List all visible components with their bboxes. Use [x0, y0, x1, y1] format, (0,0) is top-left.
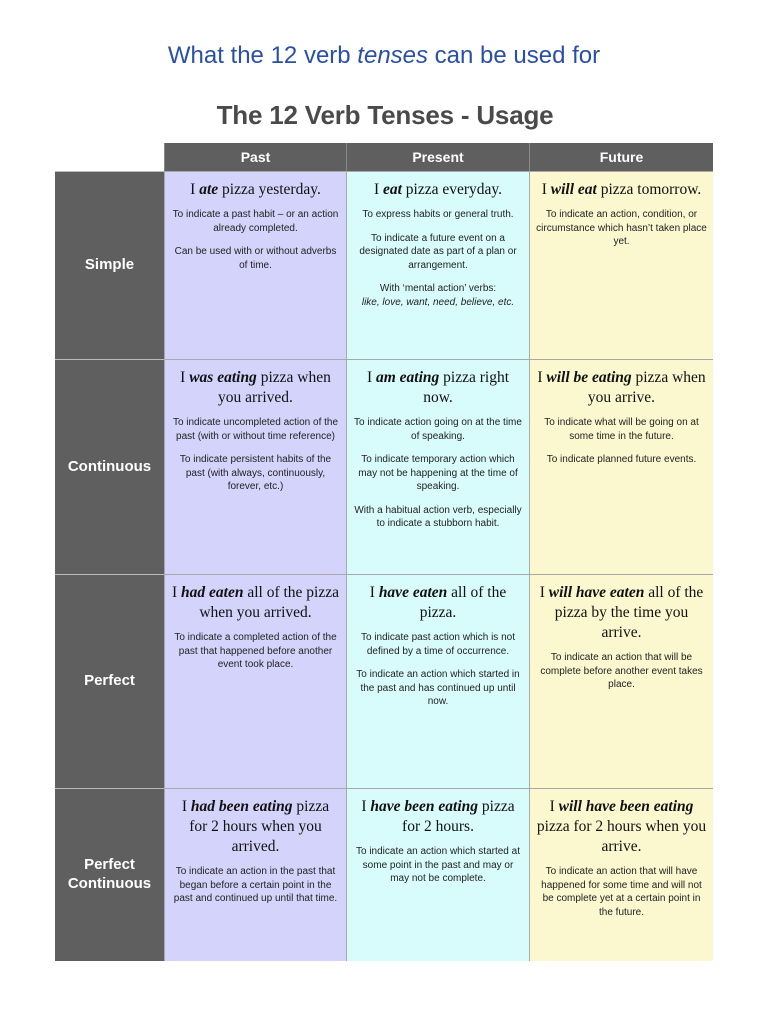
example-verb: had been eating [190, 798, 293, 815]
page-title [0, 42, 768, 70]
cell-continuous-future [529, 359, 713, 574]
usage-note: To indicate an action that will have happened for some time and will not be complete yet at a certain point in the future. [541, 866, 702, 918]
cell-perfect-future [529, 574, 713, 788]
example-subject: I [373, 181, 383, 198]
page-title-end: can be used for [428, 42, 601, 69]
example-sentence [353, 583, 523, 623]
example-subject: I [549, 798, 559, 815]
example-sentence [536, 583, 707, 643]
usage-note: With ‘mental action’ verbs: [379, 283, 497, 294]
tenses-table [55, 143, 713, 961]
example-verb: am eating [376, 369, 440, 386]
usage-note: Can be used with or without adverbs of time. [174, 246, 337, 271]
example-rest: pizza tomorrow. [596, 181, 702, 198]
example-subject: I [361, 798, 371, 815]
usage-note: With a habitual action verb, especially to indicate a stubborn habit. [354, 504, 522, 529]
example-rest: pizza everyday. [401, 181, 503, 198]
row-label-continuous: Continuous [55, 359, 164, 574]
example-subject: I [190, 181, 200, 198]
example-subject: I [366, 369, 376, 386]
header-corner [55, 143, 164, 171]
example-verb: have eaten [378, 584, 448, 601]
cell-simple-future [529, 171, 713, 359]
usage-note: To indicate action going on at the time of speaking. [354, 417, 522, 442]
example-rest: pizza for 2 hours when you arrived. [189, 798, 330, 855]
example-verb: will have been eating [558, 798, 694, 815]
example-subject: I [541, 181, 551, 198]
example-rest: pizza for 2 hours when you arrive. [536, 818, 707, 855]
example-rest: pizza when you arrive. [587, 369, 706, 406]
usage-note: To indicate a past habit – or an action already completed. [172, 209, 339, 234]
example-verb: eat [382, 181, 402, 198]
usage-note: To indicate uncompleted action of the past (with or without time reference) [172, 417, 339, 442]
usage-note: To indicate an action in the past that began before a certain point in the past and continued up until that time. [173, 866, 338, 904]
usage-note: To indicate an action which started in the past and has continued up until now. [356, 669, 520, 707]
usage-note: To indicate past action which is not defined by a time of occurrence. [361, 632, 515, 657]
example-subject: I [171, 584, 182, 601]
usage-note: To indicate temporary action which may not be happening at the time of speaking. [358, 454, 518, 492]
cell-perfect-past [164, 574, 346, 788]
example-rest: pizza for 2 hours. [402, 798, 515, 835]
page-title-start: What the 12 verb [167, 42, 358, 69]
usage-note: To indicate a completed action of the past that happened before another event took place. [174, 632, 337, 670]
usage-note: To indicate an action which started at some point in the past and may or may not be complete. [356, 846, 520, 884]
usage-note: like, love, want, need, believe, etc. [361, 296, 515, 308]
example-sentence [353, 368, 523, 408]
example-rest: all of the pizza when you arrived. [199, 584, 340, 621]
example-verb: will have eaten [548, 584, 645, 601]
table-title: The 12 Verb Tenses - Usage [216, 100, 554, 130]
usage-note: To indicate planned future events. [546, 454, 697, 465]
example-verb: will eat [550, 181, 597, 198]
example-sentence [171, 797, 340, 857]
example-verb: had eaten [181, 584, 244, 601]
example-rest: all of the pizza by the time you arrive. [554, 584, 704, 641]
cell-simple-present [346, 171, 529, 359]
example-sentence [536, 797, 707, 857]
usage-note: To indicate an action, condition, or circumstance which hasn’t taken place yet. [536, 209, 707, 247]
usage-note: To express habits or general truth. [362, 209, 514, 220]
usage-note: To indicate a future event on a designated date as part of a plan or arrangement. [359, 232, 517, 271]
example-subject: I [181, 798, 191, 815]
example-verb: will be eating [546, 369, 632, 386]
example-sentence [353, 797, 523, 837]
row-label-simple: Simple [55, 171, 164, 359]
example-rest: all of the pizza. [419, 584, 507, 621]
example-sentence [171, 180, 340, 200]
example-verb: ate [199, 181, 219, 198]
example-subject: I [180, 369, 190, 386]
example-sentence [171, 583, 340, 623]
cell-perfect-continuous-future [529, 788, 713, 961]
example-sentence [353, 180, 523, 200]
example-rest: pizza when you arrived. [218, 369, 331, 406]
usage-note: To indicate what will be going on at some time in the future. [544, 417, 699, 442]
example-subject: I [539, 584, 549, 601]
example-verb: have been eating [370, 798, 479, 815]
cell-perfect-continuous-past [164, 788, 346, 961]
example-rest: pizza right now. [423, 369, 510, 406]
cell-continuous-present [346, 359, 529, 574]
usage-note: To indicate an action that will be complete before another event takes place. [540, 652, 703, 690]
example-subject: I [537, 369, 547, 386]
row-label-perfect: Perfect [55, 574, 164, 788]
cell-continuous-past [164, 359, 346, 574]
page-title-italic: tenses [357, 42, 429, 69]
column-header-present: Present [346, 143, 529, 171]
usage-note: To indicate persistent habits of the past (with always, continuously, forever, etc.) [179, 454, 332, 492]
example-rest: pizza yesterday. [218, 181, 321, 198]
example-verb: was eating [189, 369, 257, 386]
column-header-past: Past [164, 143, 346, 171]
column-header-future: Future [529, 143, 713, 171]
row-label-perfect-continuous: Perfect Continuous [55, 788, 164, 961]
cell-perfect-present [346, 574, 529, 788]
cell-perfect-continuous-present [346, 788, 529, 961]
cell-simple-past [164, 171, 346, 359]
example-sentence [171, 368, 340, 408]
example-sentence [536, 368, 707, 408]
example-subject: I [369, 584, 379, 601]
example-sentence [536, 180, 707, 200]
